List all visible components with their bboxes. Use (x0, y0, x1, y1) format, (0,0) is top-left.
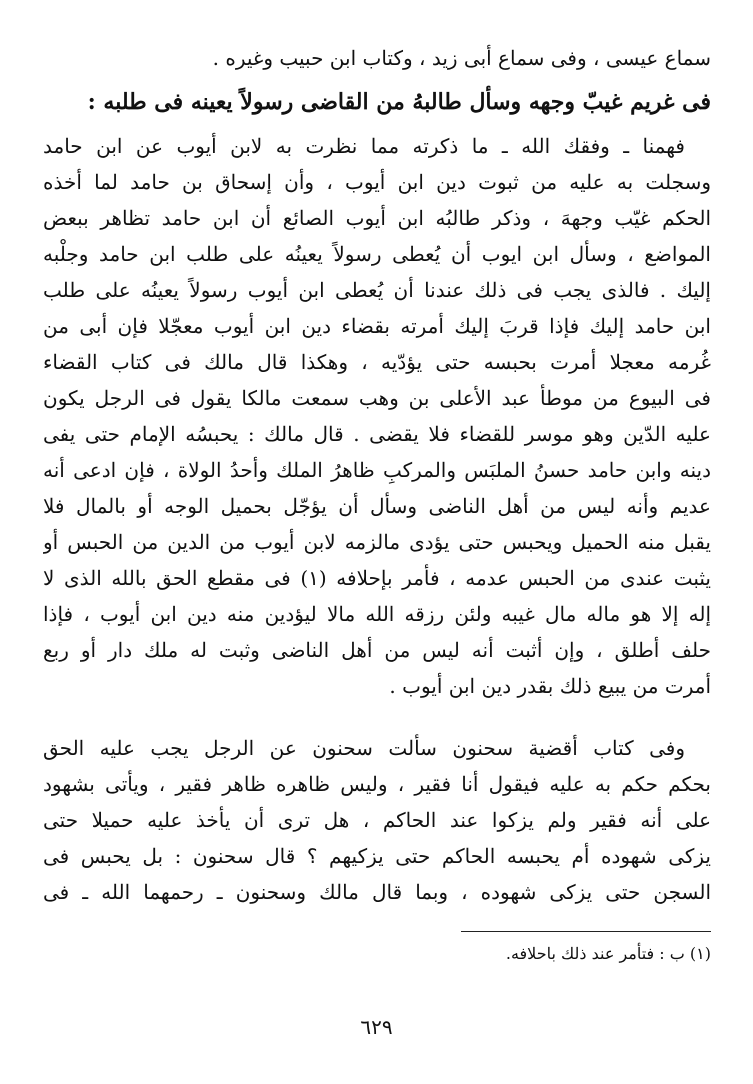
page-number: ٦٢٩ (360, 1015, 393, 1039)
footnote-divider (461, 931, 711, 932)
paragraph-1-line: غُرمه معجلا أمرت بحبسه حتى يؤدّيه ، وهكذا قال مالك فى كتاب القضاء (43, 350, 711, 374)
paragraph-1-line: إليك . فالذى يجب فى ذلك عندنا أن يُعطى ابن أيوب رسولاً يعينُه على طلب (43, 278, 711, 302)
paragraph-1-line: ابن حامد إليك فإذا قربَ إليك أمرته بقضاء دين ابن أيوب معجّلا فإن أبى من (43, 314, 711, 338)
paragraph-1-line: فى البيوع من موطأ عبد الأعلى بن وهب سمعت مالكا يقول فى الرجل يكون (43, 386, 711, 410)
paragraph-1 (43, 128, 711, 704)
section-heading: فى غريم غيبّ وجهه وسأل طالبهُ من القاضى رسولاً يعينه فى طلبه : (87, 89, 711, 115)
paragraph-1-line: فهمنا ـ وفقك الله ـ ما ذكرته مما نظرت به لابن أيوب عن ابن حامد (43, 134, 685, 158)
paragraph-1-line: إله إلا هو ماله مال غيبه ولئن رزقه الله مالا ليؤدين منه دين ابن أيوب ، فإذا (43, 602, 711, 626)
paragraph-1-line: المواضع ، وسأل ابن ايوب أن يُعطى رسولاً يعينُه على طلب ابن حامد وجلْبه (43, 242, 711, 266)
paragraph-2-line: يزكى شهوده أم يحبسه الحاكم حتى يزكيهم ؟ قال سحنون : بل يحبس فى (43, 844, 711, 868)
paragraph-2-line: وفى كتاب أقضية سحنون سألت سحنون عن الرجل يجب عليه الحق (43, 736, 685, 760)
paragraph-2-line: بحكم حكم به عليه فيقول أنا فقير ، وليس ظاهره ظاهر فقير ، ويأتى بشهود (43, 772, 711, 796)
paragraph-2-line: على أنه فقير ولم يزكوا عند الحاكم ، هل ترى أن يأخذ عليه حميلا حتى (43, 808, 711, 832)
paragraph-1-line: عليه الدّين وهو موسر للقضاء فلا يقضى . قال مالك : يحبسُه الإمام حتى يفى (43, 422, 711, 446)
paragraph-2 (43, 730, 711, 910)
paragraph-2-line: السجن حتى يزكى شهوده ، وبما قال مالك وسحنون ـ رحمهما الله ـ فى (43, 880, 711, 904)
paragraph-1-line: حلف أطلق ، وإن أثبت أنه ليس من أهل الناضى وثبت له ملك دار أو ربع (43, 638, 711, 662)
paragraph-1-line: عديم وأنه ليس من أهل الناضى وسأل أن يؤجّل بحميل الوجه أو بالمال فلا (43, 494, 711, 518)
paragraph-1-line: أمرت من يبيع ذلك بقدر دين ابن أيوب . (389, 674, 711, 698)
paragraph-1-line: الحكم غيّب وجههَ ، وذكر طالبُه ابن أيوب الصائع أن ابن حامد تظاهر ببعض (43, 206, 711, 230)
intro-line: سماع عيسى ، وفى سماع أبى زيد ، وكتاب ابن حبيب وغيره . (212, 46, 711, 70)
paragraph-1-line: وسجلت به عليه من ثبوت دين ابن أيوب ، وأن إسحاق بن حامد لما أخذه (43, 170, 711, 194)
paragraph-1-line: يقبل منه الحميل ويحبس حتى يؤدى مالزمه لابن أيوب من الدين من الحبس أو (43, 530, 711, 554)
footnote: (١) ب : فتأمر عند ذلك باحلافه. (505, 944, 711, 963)
paragraph-1-line: يثبت عندى من الحبس عدمه ، فأمر بإحلافه (١) فى مقطع الحق بالله الذى لا (43, 566, 711, 590)
intro-paragraph (43, 40, 711, 76)
paragraph-1-line: دينه وابن حامد حسنُ الملبَس والمركبِ ظاهرُ الملك وأحدُ الولاة ، فإن ادعى أنه (43, 458, 711, 482)
